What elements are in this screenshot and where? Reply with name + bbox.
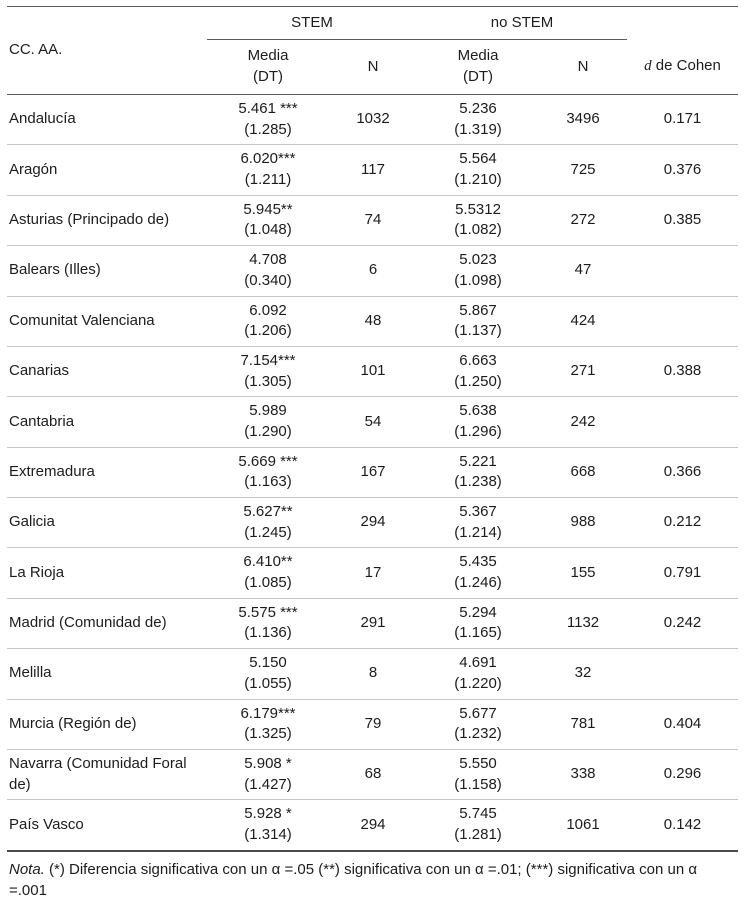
nostem-dt-value: (1.319) [454, 120, 502, 138]
nostem-n-value: 424 [539, 296, 627, 346]
col-header-stem-n: N [329, 40, 417, 95]
nostem-dt-value: (1.246) [454, 574, 502, 592]
cohen-d-value: 0.791 [627, 548, 738, 598]
nostem-media-value: 5.367 [459, 503, 497, 520]
group-header-stem: STEM [207, 7, 417, 40]
stem-n-value: 17 [329, 548, 417, 598]
nostem-n-value: 1061 [566, 815, 600, 833]
stem-media-dt [207, 548, 329, 598]
stem-dt-value: (1.290) [244, 422, 292, 440]
stem-media-dt [207, 397, 329, 447]
stem-media-value: 5.669 *** [238, 452, 298, 470]
table-body [7, 95, 738, 851]
nostem-n-value: 781 [539, 699, 627, 749]
table-row [7, 498, 738, 548]
stem-media-value: 6.092 [249, 301, 287, 319]
nostem-media-dt [417, 346, 539, 396]
nostem-dt-value: (1.296) [454, 422, 502, 440]
nostem-n-value: 271 [539, 346, 627, 396]
nostem-dt-value: (1.220) [454, 674, 502, 692]
nostem-media-dt [417, 548, 539, 598]
cohen-d-value: 0.404 [627, 699, 738, 749]
stem-media-value: 6.179*** [240, 704, 296, 722]
nostem-media-dt [417, 498, 539, 548]
cohen-d-value [627, 397, 738, 447]
stem-media-value: 6.020*** [240, 150, 296, 168]
nostem-n-value: 3496 [539, 95, 627, 145]
nostem-n-value: 338 [539, 749, 627, 799]
stem-media-dt [207, 447, 329, 497]
stem-dt-value: (1.285) [244, 120, 292, 138]
region-name: Madrid (Comunidad de) [7, 598, 207, 648]
nostem-media-value: 5.5312 [455, 200, 501, 218]
table-row [7, 447, 738, 497]
stem-n-value: 167 [329, 447, 417, 497]
stem-media-dt [207, 498, 329, 548]
region-name: Aragón [7, 145, 207, 195]
stem-n-value: 48 [329, 296, 417, 346]
stem-dt-value: (1.427) [244, 775, 292, 793]
nostem-dt-value: (1.098) [454, 271, 502, 289]
nostem-dt-value: (1.158) [454, 775, 502, 793]
region-name: Balears (Illes) [7, 246, 207, 296]
nostem-n-value: 988 [539, 498, 627, 548]
nostem-media-value: 5.435 [459, 553, 497, 571]
cohen-d-rest: de Cohen [651, 57, 721, 75]
stem-media-dt [207, 95, 329, 145]
table-note [9, 859, 735, 903]
note-body: (*) Diferencia significativa con un α =.05 (**) significativa con un α =.01; (***) significativa con un α =.001 [9, 860, 698, 900]
stem-media-value: 4.708 [249, 251, 287, 269]
table-row [7, 649, 738, 699]
nostem-media-dt [417, 145, 539, 195]
nostem-n-value: 1132 [539, 598, 627, 648]
stem-dt-value: (1.163) [244, 473, 292, 491]
nostem-dt-value: (1.281) [454, 825, 502, 843]
table-row [7, 749, 738, 799]
region-name: Canarias [7, 346, 207, 396]
nostem-media-dt [417, 749, 539, 799]
nostem-media-dt [417, 397, 539, 447]
stem-media-dt [207, 296, 329, 346]
stem-n-value: 291 [329, 598, 417, 648]
nostem-dt-value: (1.082) [454, 221, 502, 239]
nostem-media-value: 5.677 [459, 704, 497, 722]
region-name: País Vasco [9, 815, 84, 833]
nostem-media-value: 5.023 [459, 251, 497, 269]
nostem-dt-value: (1.232) [454, 725, 502, 743]
stem-n-value: 101 [329, 346, 417, 396]
stem-n-value: 117 [329, 145, 417, 195]
group-header-row [7, 7, 738, 40]
group-header-nostem: no STEM [417, 7, 627, 40]
table-row [7, 548, 738, 598]
table-row [7, 800, 738, 851]
cohen-d-value: 0.171 [627, 95, 738, 145]
nostem-media-dt [417, 246, 539, 296]
nostem-dt-value: (1.210) [454, 171, 502, 189]
nostem-dt-value: (1.165) [454, 624, 502, 642]
stem-dt-value: (1.314) [244, 825, 292, 843]
stem-n-value: 294 [329, 498, 417, 548]
stem-dt-value: (1.085) [244, 574, 292, 592]
nostem-media-value: 5.867 [459, 301, 497, 319]
stem-dt-value: (1.325) [244, 725, 292, 743]
stem-n-value: 68 [329, 749, 417, 799]
stats-table [7, 6, 738, 852]
table-header [7, 7, 738, 95]
col-header-stem-media [207, 40, 329, 95]
stem-media-value: 7.154*** [240, 351, 296, 369]
region-name: Andalucía [7, 95, 207, 145]
nostem-media-value: 5.745 [459, 805, 497, 823]
nostem-media-value: 4.691 [459, 654, 497, 672]
region-name: Murcia (Región de) [7, 699, 207, 749]
col-header-ccaa: CC. AA. [7, 7, 207, 95]
col-header-nostem-media [417, 40, 539, 95]
cohen-d-value: 0.242 [627, 598, 738, 648]
nostem-media-value: 6.663 [459, 351, 497, 369]
stem-n-value: 74 [329, 195, 417, 245]
stem-media-value: 6.410** [243, 553, 293, 571]
nostem-n-value: 668 [539, 447, 627, 497]
table-row [7, 195, 738, 245]
stem-n-value: 54 [329, 397, 417, 447]
stem-dt-value: (1.245) [244, 523, 292, 541]
cohen-d-value: 0.296 [627, 749, 738, 799]
nostem-media-dt [417, 800, 539, 851]
nostem-media-value: 5.638 [459, 402, 497, 420]
nostem-media-value: 5.294 [459, 603, 497, 621]
nostem-dt-value: (1.214) [454, 523, 502, 541]
cohen-d-value [627, 296, 738, 346]
table-row [7, 95, 738, 145]
stem-media-value: 5.461 *** [238, 100, 298, 117]
nostem-media-value: 5.550 [459, 754, 497, 772]
nostem-n-value: 47 [539, 246, 627, 296]
cohen-d-value [627, 649, 738, 699]
stem-media-dt [207, 598, 329, 648]
stem-media-dt [207, 145, 329, 195]
nostem-media-dt [417, 598, 539, 648]
cohen-d-value: 0.376 [627, 145, 738, 195]
table-row [7, 699, 738, 749]
stem-media-dt [207, 649, 329, 699]
col-header-cohen-d [627, 40, 738, 95]
nostem-dt-value: (1.250) [454, 372, 502, 390]
stem-media-value: 5.627** [243, 503, 293, 520]
nostem-media-value: 5.236 [459, 100, 497, 117]
cohen-d-value: 0.385 [627, 195, 738, 245]
table-row [7, 598, 738, 648]
nostem-n-value: 155 [539, 548, 627, 598]
table-row [7, 397, 738, 447]
nostem-media-dt [417, 649, 539, 699]
nostem-dt-value: (1.238) [454, 473, 502, 491]
nostem-media-dt [417, 95, 539, 145]
stem-media-dt [207, 195, 329, 245]
stem-media-value: 5.575 *** [238, 603, 298, 621]
cohen-d-value: 0.366 [627, 447, 738, 497]
nostem-media-value: 5.564 [459, 150, 497, 168]
media-label: Media [457, 47, 499, 65]
stem-n-value: 6 [329, 246, 417, 296]
cohen-d-value: 0.212 [627, 498, 738, 548]
nostem-media-dt [417, 195, 539, 245]
region-name: Cantabria [7, 397, 207, 447]
table-row [7, 246, 738, 296]
table-row [7, 346, 738, 396]
nostem-n-value: 272 [539, 195, 627, 245]
stem-media-value: 5.908 * [244, 754, 292, 772]
stem-dt-value: (0.340) [244, 271, 292, 289]
note-prefix: Nota. [9, 860, 45, 878]
stem-n-value: 1032 [329, 95, 417, 145]
stem-media-value: 5.945** [243, 200, 293, 218]
table-row [7, 145, 738, 195]
nostem-media-dt [417, 296, 539, 346]
stem-dt-value: (1.048) [244, 221, 292, 239]
cohen-d-value: 0.142 [663, 815, 702, 833]
nostem-n-value: 32 [539, 649, 627, 699]
stem-media-dt [207, 800, 329, 851]
nostem-media-value: 5.221 [459, 452, 497, 470]
nostem-n-value: 242 [539, 397, 627, 447]
stem-media-value: 5.150 [249, 654, 287, 672]
stem-dt-value: (1.211) [244, 171, 292, 189]
table-row [7, 296, 738, 346]
nostem-dt-value: (1.137) [454, 322, 502, 340]
stem-media-dt [207, 246, 329, 296]
stem-media-dt [207, 749, 329, 799]
region-name: Extremadura [7, 447, 207, 497]
region-name: Melilla [7, 649, 207, 699]
stem-n-value: 8 [329, 649, 417, 699]
region-name: Galicia [7, 498, 207, 548]
region-name: La Rioja [7, 548, 207, 598]
region-name: Asturias (Principado de) [7, 195, 207, 245]
dt-label: (DT) [463, 68, 494, 85]
region-name: Comunitat Valenciana [7, 296, 207, 346]
stem-dt-value: (1.055) [244, 674, 292, 692]
media-label: Media [247, 47, 289, 65]
nostem-media-dt [417, 447, 539, 497]
region-name: Navarra (Comunidad Foral de) [7, 749, 207, 799]
cohen-d-value [627, 246, 738, 296]
stem-media-dt [207, 699, 329, 749]
cohen-d-italic: d [644, 58, 652, 75]
col-header-nostem-n: N [539, 40, 627, 95]
dt-label: (DT) [253, 68, 283, 85]
nostem-media-dt [417, 699, 539, 749]
nostem-n-value: 725 [539, 145, 627, 195]
stem-media-dt [207, 346, 329, 396]
stem-dt-value: (1.206) [244, 322, 292, 340]
stem-n-value: 79 [329, 699, 417, 749]
stem-dt-value: (1.136) [244, 624, 292, 642]
cohen-d-value: 0.388 [627, 346, 738, 396]
stem-media-value: 5.989 [249, 402, 287, 420]
stem-n-value: 294 [360, 815, 386, 833]
stem-dt-value: (1.305) [244, 372, 292, 390]
stem-media-value: 5.928 * [244, 805, 292, 823]
spacer-cell [627, 7, 738, 40]
